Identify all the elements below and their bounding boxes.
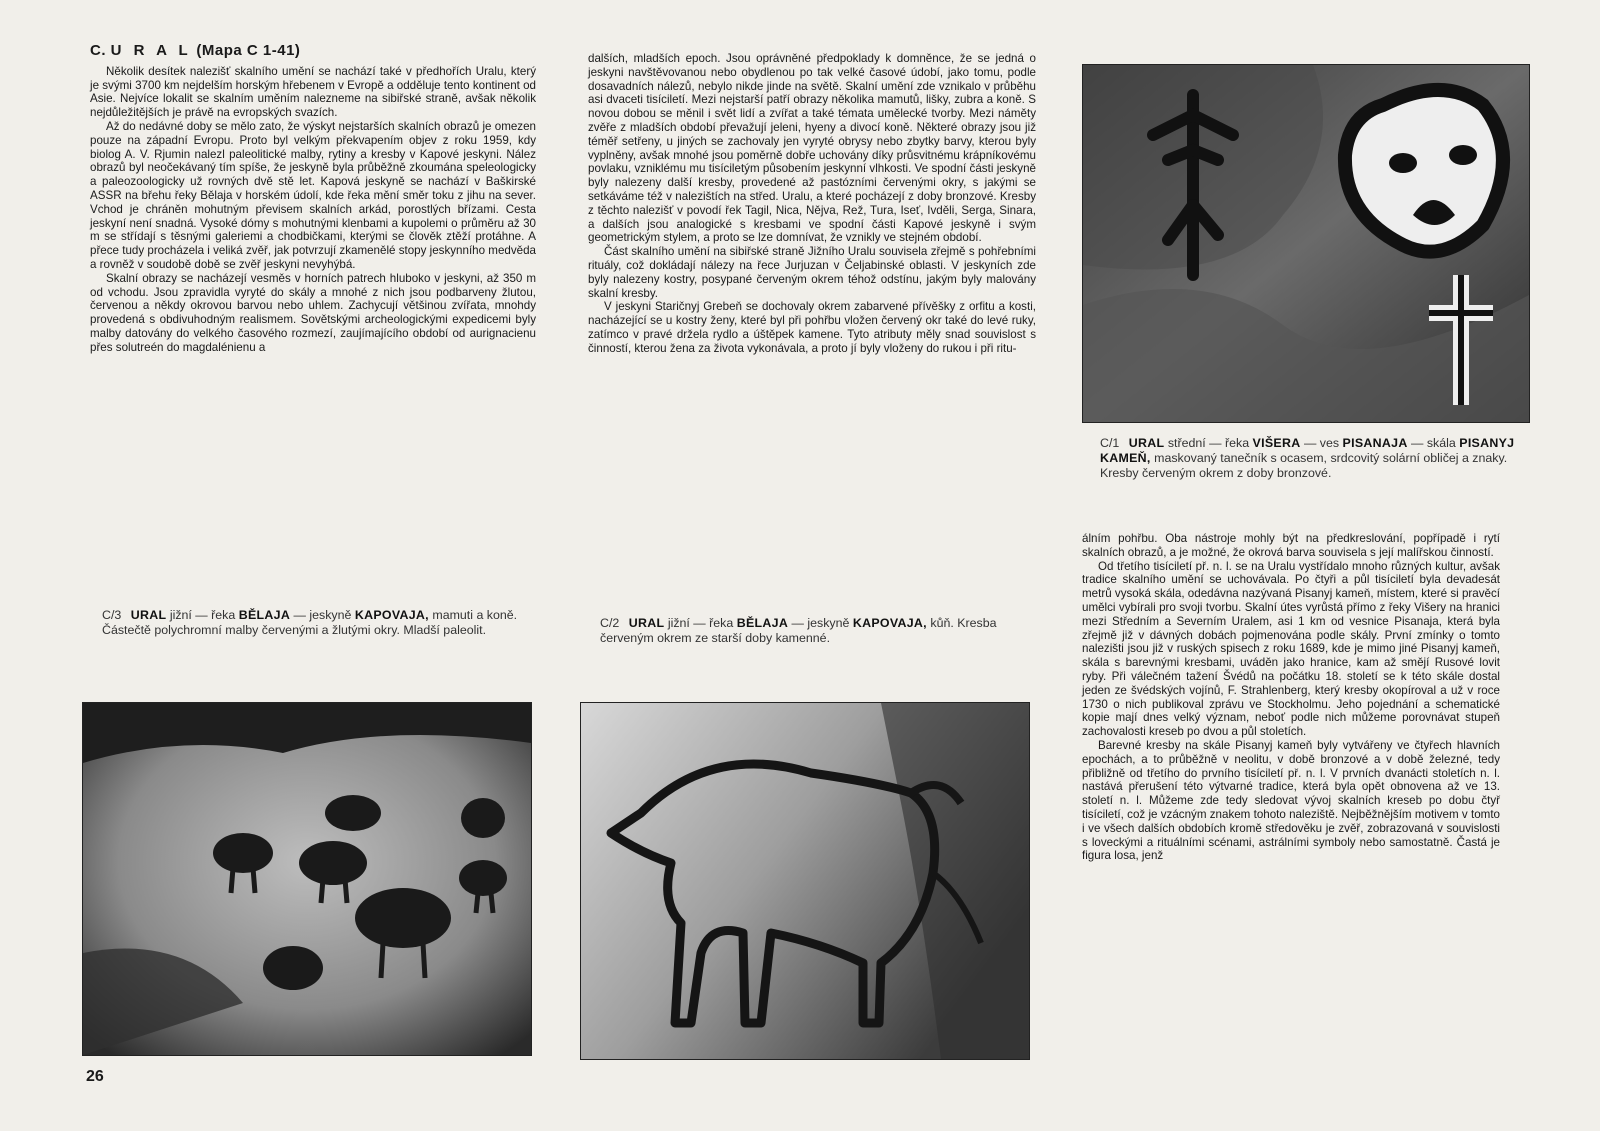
heading-prefix: C.	[90, 42, 106, 59]
caption-region: URAL	[130, 608, 167, 622]
caption-text: střední — řeka	[1167, 436, 1250, 450]
caption-text: — jeskyně	[293, 608, 352, 622]
caption-text: — jeskyně	[791, 616, 850, 630]
cave-painting-mammoths-image	[83, 703, 531, 1055]
caption-river: BĚLAJA	[736, 616, 789, 630]
caption-river: VIŠERA	[1252, 436, 1301, 450]
paragraph: dalších, mladších epoch. Jsou oprávněné předpoklady k domněnce, že se jedná o jeskyni navštěvovanou nebo obydlenou po tak velké časové údobí, jako tomu, podle dosavadních nálezů, nebylo nikde jinde na světě. Skalní umění zde vznikalo v průběhu asi dvaceti tisíciletí. Mezi nejstarší patří obrazy několika mamutů, lišky, zubra a koně. S novou dobou se měnil i svět lidí a zvířat a také témata umělecké tvorby. Mezi náměty zvěře z mladších období převažují jeleni, hyeny a divocí koně. Některé obrazy jsou již téměř setřeny, u jiných se zachovaly jen vyryté obrysy nebo zbytky barvy, kterou byly vyplněny, avšak mnohé jsou poměrně dobře uchovány díky průsvitnému krápníkovému povlaku, vzniklému mu tisíciletým působením jeskynní vlhkosti. Ve spodní části jeskyně byly nalezeny další kresby, provedené až pastózními červenými okry, s jakými se setkáváme též v nalezištích na střed. Uralu, a které pocházejí z doby bronzové. Kresby z těchto nalezišť v povodí řek Tagil, Nica, Nějva, Rež, Tura, Iseť, Ivděli, Serga, Sinara, a dalších jsou analogické s kresbami ve spodní části Kapové jeskyně i svým geometrickým stylem, a proto se lze domnívat, že vznikly ve stejném období.	[588, 52, 1036, 245]
paragraph: Od třetího tisíciletí př. n. l. se na Uralu vystřídalo mnoho různých kultur, avšak tradice skalního umění se uchovávala. Po čtyři a půl tisíciletí byla devadesát metrů vysoká skála, odedávna nazývaná Pisanyj kameň, místem, které si pravěcí umělci vybírali pro svoji tvorbu. Skalní útes vyrůstá přímo z řeky Višery na hranici mezi Středním a Severním Uralem, asi 1 km od vesnice Pisanaja, která byla zřejmě již v dávných dobách pojmenována podle skály. První zmínky o tomto nalezišti jsou již v ruských spisech z roku 1689, kde je mimo jiné Pisanyj kameň, skála s barevnými kresbami, uváděn jako hranice, kam až smějí Rusové lovit ryby. Při válečném tažení Švédů na počátku 18. století se k této skále dostal jeden ze švédských vojínů, F. Strahlenberg, který kresby okopíroval a už v roce 1730 o nich publikoval zprávu ve Stockholmu. Jeho pojednání a schematické kopie mají dnes velký význam, neboť podle nich můžeme porovnávat stupeň zachovalosti kreseb po dvou a půl stoletích.	[1082, 559, 1500, 739]
caption-river: BĚLAJA	[238, 608, 291, 622]
paragraph: Několik desítek nalezišť skalního umění se nachází také v předhořích Uralu, který je svými 3700 km nejdelším horským hřebenem v Evropě a odděluje tento kontinent od Asie. Nejvíce lokalit se skalním uměním nalezneme na sibiřské straně, avšak několik nejdůležitějších je právě na evropských svazích.	[90, 64, 536, 120]
cave-painting-horse-image	[581, 703, 1029, 1059]
page-number: 26	[86, 1068, 104, 1085]
paragraph: álním pohřbu. Oba nástroje mohly být na předkreslování, popřípadě i rytí skalních obrazů, a je možné, že okrová barva souvisela s její malířskou činností.	[1082, 532, 1500, 559]
caption-number: C/2	[600, 616, 620, 630]
paragraph: Barevné kresby na skále Pisanyj kameň byly vytvářeny ve čtyřech hlavních epochách, a to průběžně v neolitu, v době bronzové a v době železné, tedy přibližně od třetího do prvního tisíciletí př. n. l. V prvních dvanácti stoletích n. l. nastává přerušení této výtvarné tradice, která byla opět obnovena až ve 13. století n. l. Můžeme zde tedy sledovat vývoj skalních kreseb po dobu čtyř tisíciletí, což je vzácným znakem tohoto naleziště. Nejběžnějším motivem v tomto i ve všech dalších obdobích kromě středověku je zvěř, zobrazovaná v souvislosti s loveckými a rituálními scénami, astrálními symboly nebo samostatně. Častá je figura losa, jenž	[1082, 738, 1500, 863]
caption-c2	[600, 616, 1028, 646]
photo-kapovaja-horse	[580, 702, 1030, 1060]
caption-description: kůň. Kresba červeným okrem ze starší doby kamenné.	[600, 616, 997, 645]
left-column	[90, 44, 536, 355]
caption-site: KAPOVAJA,	[852, 616, 927, 630]
caption-number: C/3	[102, 608, 122, 622]
caption-region: URAL	[628, 616, 665, 630]
paragraph: V jeskyni Staričnyj Grebeň se dochovaly okrem zabarvené přívěšky z orfitu a kosti, nacházející se u kostry ženy, které byl při pohřbu vložen červený okr také do levé ruky, zatímco v pravé držela rydlo a úštěpek kamene. Tyto atributy měly snad souvislost s činností, kterou žena za života vykonávala, a proto jí byly vloženy do rukou i při ritu-	[588, 300, 1036, 355]
middle-column	[588, 52, 1036, 356]
heading-title: U R A L	[110, 42, 192, 59]
caption-c3	[102, 608, 540, 638]
paragraph: Až do nedávné doby se mělo zato, že výskyt nejstarších skalních obrazů je omezen pouze na západní Evropu. Proto byl velkým překvapením objev z roku 1959, kdy biolog A. V. Rjumin nalezl paleolitické malby, rytiny a kresby v Kapové jeskyni. Nález obrazů byl neočekávaný tím spíše, že jeskyně byla průběžně zkoumána speleologicky a paleozoologicky už rovných dvě stě let. Kapová jeskyně se nachází v Baškirské ASSR na břehu řeky Bělaja v horském údolí, kde řeka mění směr toku z jihu na sever. Vchod je chráněn mohutným převisem skalních arkád, porostlých břízami. Cesta jeskyní není snadná. Vysoké dómy s mohutnými klenbami a kupolemi o průměru až 30 m se střídají s těsnými galeriemi a chodbičkami, kterými se člověk ztěží protáhne. A přece tudy procházela i veliká zvěř, jak potvrzují zkamenělé stopy jeskynního medvěda a rovněž v soudobě době se zvěř jeskyni nevyhýbá.	[90, 119, 536, 271]
chapter-heading	[90, 44, 536, 58]
right-column	[1082, 532, 1500, 863]
caption-c1	[1100, 436, 1526, 481]
photo-kapovaja-mammoths	[82, 702, 532, 1056]
heading-map-ref: (Mapa C 1-41)	[196, 42, 301, 59]
caption-text: — skála	[1411, 436, 1456, 450]
caption-text: jižní — řeka	[169, 608, 236, 622]
paragraph: Skalní obrazy se nacházejí vesměs v horních patrech hluboko v jeskyni, až 350 m od vchodu. Jsou zpravidla vyryté do skály a mnohé z nich jsou podbarveny žlutou, červenou a někdy okrovou barvou nebo uhlem. Zachycují většinou zvířata, mnohdy provedená s obdivuhodným realismem. Sovětskými archeologickými expedicemi byly malby datovány do velkého časového rozmezí, zaujímajícího období od aurignacienu přes solutreén do magdalénienu a	[90, 271, 536, 354]
caption-number: C/1	[1100, 436, 1120, 450]
caption-site: KAPOVAJA,	[354, 608, 429, 622]
caption-village: PISANAJA	[1342, 436, 1408, 450]
caption-text: — ves	[1303, 436, 1340, 450]
photo-pisanyj-kamen	[1082, 64, 1530, 423]
caption-description: maskovaný tanečník s ocasem, srdcovitý solární obličej a znaky. Kresby červeným okrem z doby bronzové.	[1100, 451, 1508, 480]
caption-site: PISANYJ KAMEŇ,	[1100, 436, 1515, 465]
caption-text: jižní — řeka	[667, 616, 734, 630]
paragraph: Část skalního umění na sibiřské straně Jižního Uralu souvisela zřejmě s pohřebními rituály, což dokládají nálezy na řece Jurjuzan v Čeljabinské oblasti. V jeskyních zde byly nalezeny kostry, posypané červeným okrem téhož odstínu, jakým byly malovány skalní kresby.	[588, 245, 1036, 300]
caption-description: mamuti a koně. Částečtě polychromní malby červenými a žlutými okry. Mladší paleolit.	[102, 608, 518, 637]
caption-region: URAL	[1128, 436, 1165, 450]
rock-art-figures-image	[1083, 65, 1529, 422]
